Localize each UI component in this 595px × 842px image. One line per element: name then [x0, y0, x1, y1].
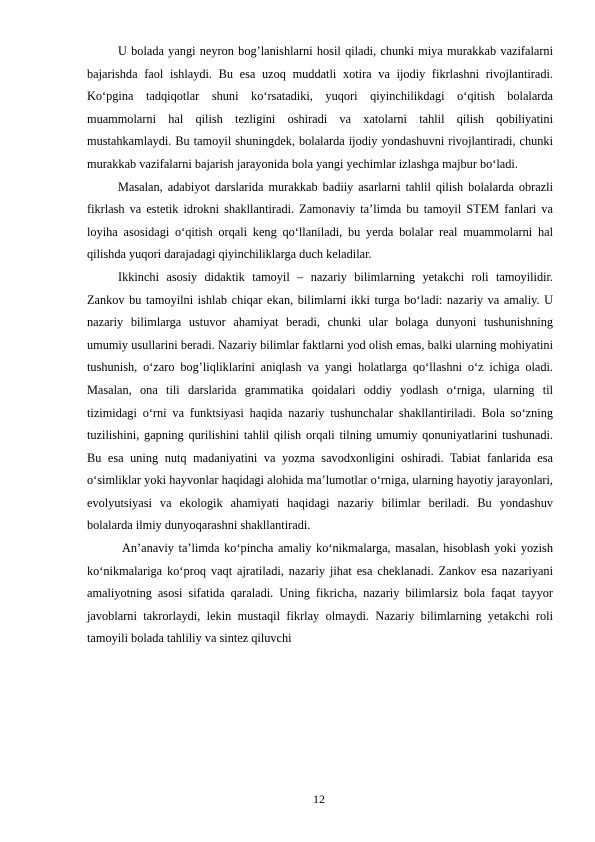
body-text — [87, 40, 553, 650]
paragraph-3: Ikkinchi asosiy didaktik tamoyil – nazariy bilimlarning yetakchi roli tamoyilidir. Zankov bu tamoyilni ishlab chiqar ekan, bilimlarni ikki turga bo‘ladi: nazariy va amaliy. U nazariy bilimlarga ustuvor ahamiyat beradi, chunki ular bolaga dunyoni tushunishning umumiy usullarini beradi. Nazariy bilimlar faktlarni yod olish emas, balki ularning mohiyatini tushunish, o‘zaro bog’liqliklarini aniqlash va yangi holatlarga qo‘llashni o‘z ichiga oladi. Masalan, ona tili darslarida grammatika qoidalari oddiy yodlash o‘rniga, ularning til tizimidagi o‘rni va funktsiyasi haqida nazariy tushunchalar shakllantiriladi. Bola so‘zning tuzilishini, gapning qurilishini tahlil qilish orqali tilning umumiy qonuniyatlarini tushunadi. Bu esa uning nutq madaniyatini va yozma savodxonligini oshiradi. Tabiat fanlarida esa o‘simliklar yoki hayvonlar haqidagi alohida ma’lumotlar o‘rniga, ularning hayotiy jarayonlari, evolyutsiyasi va ekologik ahamiyati haqidagi nazariy bilimlar beriladi. Bu yondashuv bolalarda ilmiy dunyoqarashni shakllantiradi. — [87, 269, 553, 533]
page-number: 12 — [313, 792, 325, 806]
paragraph-4: An’anaviy ta’limda ko‘pincha amaliy ko‘nikmalarga, masalan, hisoblash yoki yozish ko‘nikmalariga ko‘proq vaqt ajratiladi, nazariy jihat esa cheklanadi. Zankov esa nazariyani amaliyotning asosi sifatida qaraladi. Uning fikricha, nazariy bilimlarsiz bola faqat tayyor javoblarni takrorlaydi, lekin mustaqil fikrlay olmaydi. Nazariy bilimlarning yetakchi roli tamoyili bolada tahliliy va sintez qiluvchi — [87, 541, 553, 646]
paragraph-1: U bolada yangi neyron bog’lanishlarni hosil qiladi, chunki miya murakkab vazifalarni bajarishda faol ishlaydi. Bu esa uzoq muddatli xotira va ijodiy fikrlashni rivojlantiradi. Ko‘pgina tadqiqotlar shuni ko‘rsatadiki, yuqori qiyinchilikdagi o‘qitish bolalarda muammolarni hal qilish tezligini oshiradi va xatolarni tahlil qilish qobiliyatini mustahkamlaydi. Bu tamoyil shuningdek, bolalarda ijodiy yondashuvni rivojlantiradi, chunki murakkab vazifalarni bajarish jarayonida bola yangi yechimlar izlashga majbur bo‘ladi. — [87, 44, 553, 171]
paragraph-2: Masalan, adabiyot darslarida murakkab badiiy asarlarni tahlil qilish bolalarda obrazli fikrlash va estetik idrokni shakllantiradi. Zamonaviy ta’limda bu tamoyil STEM fanlari va loyiha asosidagi o‘qitish orqali keng qo‘llaniladi, bu yerda bolalar real muammolarni hal qilishda yuqori darajadagi qiyinchiliklarga duch keladilar. — [87, 179, 553, 262]
